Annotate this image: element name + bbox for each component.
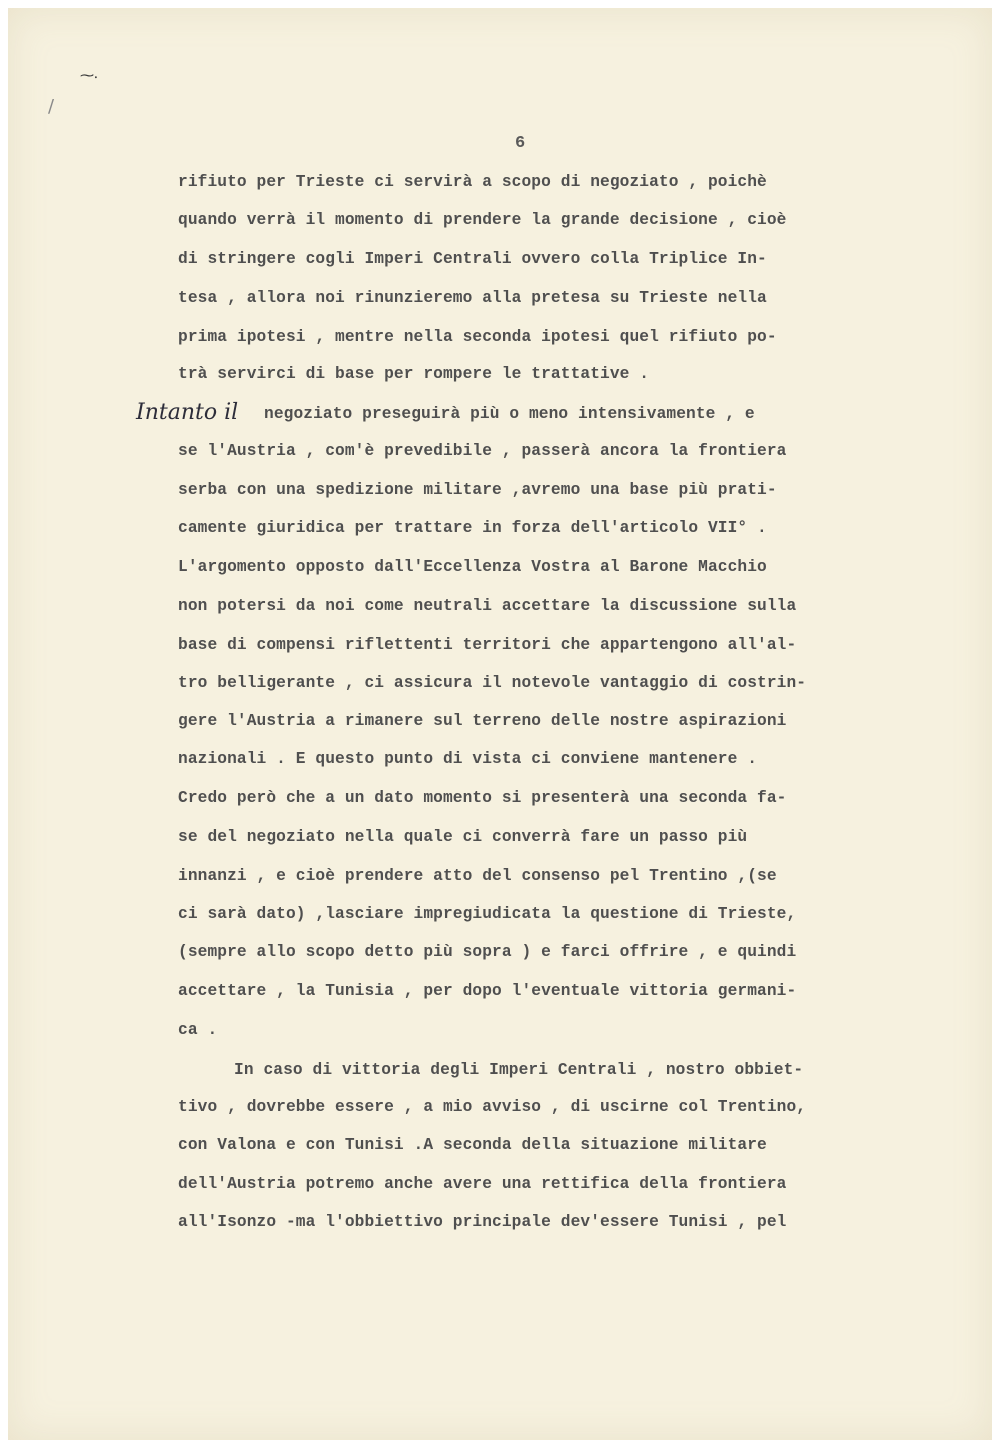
text-line: se l'Austria , com'è prevedibile , passerà ancora la frontiera <box>178 442 787 460</box>
text-line: di stringere cogli Imperi Centrali ovvero colla Triplice In- <box>178 250 767 268</box>
text-line: rifiuto per Trieste ci servirà a scopo di negoziato , poichè <box>178 173 767 191</box>
text-line: con Valona e con Tunisi .A seconda della situazione militare <box>178 1136 767 1154</box>
text-line: gere l'Austria a rimanere sul terreno delle nostre aspirazioni <box>178 712 787 730</box>
text-line: tivo , dovrebbe essere , a mio avviso , di uscirne col Trentino, <box>178 1098 807 1116</box>
text-line: dell'Austria potremo anche avere una rettifica della frontiera <box>178 1175 787 1193</box>
text-line: camente giuridica per trattare in forza dell'articolo VII° . <box>178 519 767 537</box>
text-line: se del negoziato nella quale ci converrà fare un passo più <box>178 828 748 846</box>
text-line: quando verrà il momento di prendere la grande decisione , cioè <box>178 211 787 229</box>
text-line: accettare , la Tunisia , per dopo l'eventuale vittoria germani- <box>178 982 797 1000</box>
document-page <box>8 8 992 1440</box>
text-line: (sempre allo scopo detto più sopra ) e farci offrire , e quindi <box>178 943 797 961</box>
text-line: negoziato preseguirà più o meno intensivamente , e <box>264 405 755 423</box>
text-line: tro belligerante , ci assicura il notevole vantaggio di costrin- <box>178 674 807 692</box>
text-line: L'argomento opposto dall'Eccellenza Vostra al Barone Macchio <box>178 558 767 576</box>
text-line: prima ipotesi , mentre nella seconda ipotesi quel rifiuto po- <box>178 328 777 346</box>
handwritten-annotation: Intanto il <box>136 400 239 425</box>
text-line: non potersi da noi come neutrali accettare la discussione sulla <box>178 597 797 615</box>
text-line: ca . <box>178 1021 218 1039</box>
text-line: base di compensi riflettenti territori che appartengono all'al- <box>178 636 797 654</box>
text-line: trà servirci di base per rompere le trattative . <box>178 365 650 383</box>
ink-mark: ⁓⸳ <box>80 68 98 84</box>
text-line: In caso di vittoria degli Imperi Centrali , nostro obbiet- <box>234 1061 804 1079</box>
text-line: innanzi , e cioè prendere atto del consenso pel Trentino ,(se <box>178 867 777 885</box>
text-line: tesa , allora noi rinunzieremo alla pretesa su Trieste nella <box>178 289 767 307</box>
pencil-mark: / <box>48 96 55 117</box>
text-line: serba con una spedizione militare ,avremo una base più prati- <box>178 481 777 499</box>
text-line: nazionali . E questo punto di vista ci conviene mantenere . <box>178 750 758 768</box>
text-line: all'Isonzo -ma l'obbiettivo principale dev'essere Tunisi , pel <box>178 1213 787 1231</box>
text-line: Credo però che a un dato momento si presenterà una seconda fa- <box>178 789 787 807</box>
text-line: ci sarà dato) ,lasciare impregiudicata la questione di Trieste, <box>178 905 797 923</box>
page-number: 6 <box>515 134 526 153</box>
